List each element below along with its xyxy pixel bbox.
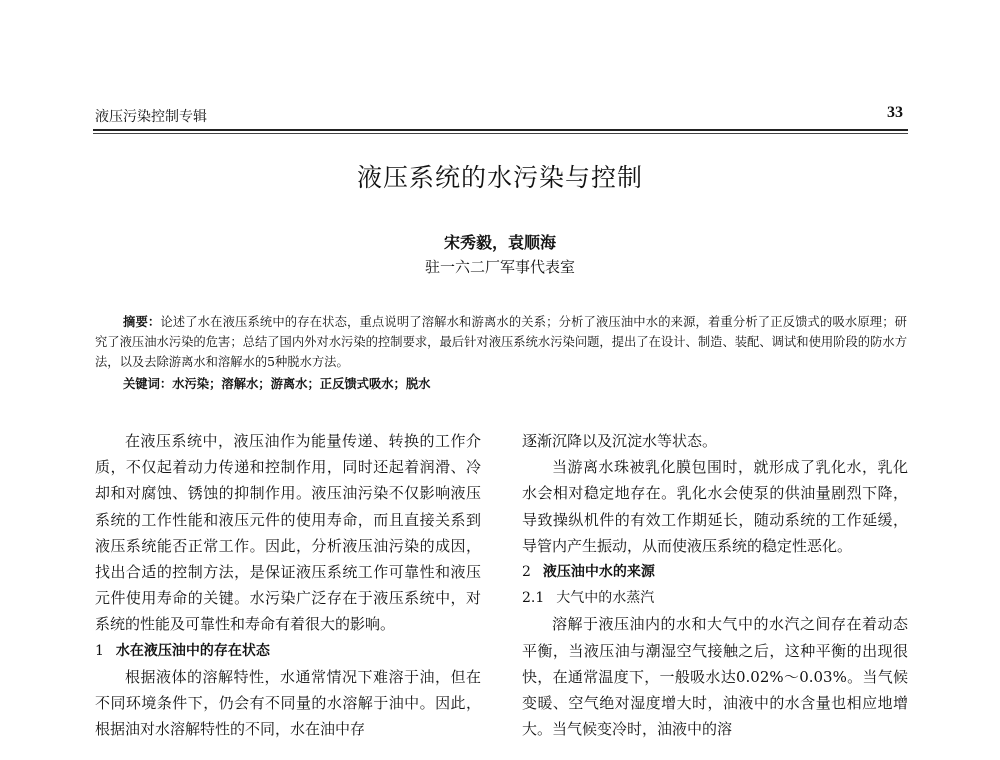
abstract-block (95, 312, 907, 372)
article-authors: 宋秀毅，袁顺海 (443, 233, 556, 252)
subsection-heading-2-1 (522, 585, 908, 611)
article-title: 液压系统的水污染与控制 (356, 163, 643, 192)
section-title: 液压油中水的来源 (542, 564, 655, 581)
running-header-left: 液压污染控制专辑 (95, 109, 207, 125)
body-paragraph: 逐渐沉降以及沉淀水等状态。 (522, 432, 718, 450)
body-paragraph: 当游离水珠被乳化膜包围时，就形成了乳化水，乳化水会相对稳定地存在。乳化水会使泵的供油量剧烈下降，导致操纵机件的有效工作期延长，随动系统的工作延缓，导管内产生振动，从而使液压系统的稳定性恶化。 (522, 458, 908, 555)
body-column-left (95, 428, 481, 742)
keywords-line (123, 374, 430, 394)
section-number: 1 (95, 642, 104, 659)
article-affiliation: 驻一六二厂军事代表室 (424, 258, 575, 276)
section-number: 2 (522, 564, 531, 581)
keywords-label: 关键词： (123, 377, 173, 391)
body-paragraph: 溶解于液压油内的水和大气中的水汽之间存在着动态平衡，当液压油与潮湿空气接触之后，这种平衡的出现很快，在通常温度下，一般吸水达0.02%～0.03%。当气候变暖、空气绝对湿度增大时，油液中的水含量也相应地增大。当气候变冷时，油液中的溶 (522, 615, 908, 739)
body-paragraph: 根据液体的溶解特性，水通常情况下难溶于油，但在不同环境条件下，仍会有不同量的水溶解于油中。因此，根据油对水溶解特性的不同，水在油中存 (95, 667, 481, 739)
keywords-text: 水污染；溶解水；游离水；正反馈式吸水；脱水 (172, 377, 431, 391)
abstract-text: 论述了水在液压系统中的存在状态，重点说明了溶解水和游离水的关系；分析了液压油中水的来源，着重分析了正反馈式的吸水原理；研究了液压油水污染的危害；总结了国内外对水污染的控制要求，最后针对液压系统水污染问题，提出了在设计、制造、装配、调试和使用阶段的防水方法，以及去除游离水和溶解水的5种脱水方法。 (95, 315, 907, 369)
subsection-number: 2.1 (522, 590, 545, 607)
section-heading-2 (522, 559, 908, 585)
abstract-label: 摘要： (123, 315, 161, 329)
abstract-paragraph (95, 312, 907, 372)
subsection-title: 大气中的水蒸汽 (556, 590, 655, 607)
header-rule-thin (93, 133, 908, 134)
page-number: 33 (887, 104, 903, 121)
body-column-right (522, 428, 908, 742)
section-title: 水在液压油中的存在状态 (115, 642, 270, 659)
section-heading-1 (95, 638, 481, 664)
body-paragraph: 在液压系统中，液压油作为能量传递、转换的工作介质，不仅起着动力传递和控制作用，同时还起着润滑、冷却和对腐蚀、锈蚀的抑制作用。液压油污染不仅影响液压系统的工作性能和液压元件的使用寿命，而且直接关系到液压系统能否正常工作。因此，分析液压油污染的成因，找出合适的控制方法，是保证液压系统工作可靠性和液压元件使用寿命的关键。水污染广泛存在于液压系统中，对系统的性能及可靠性和寿命有着很大的影响。 (95, 432, 481, 634)
header-rule-thick (93, 129, 908, 131)
